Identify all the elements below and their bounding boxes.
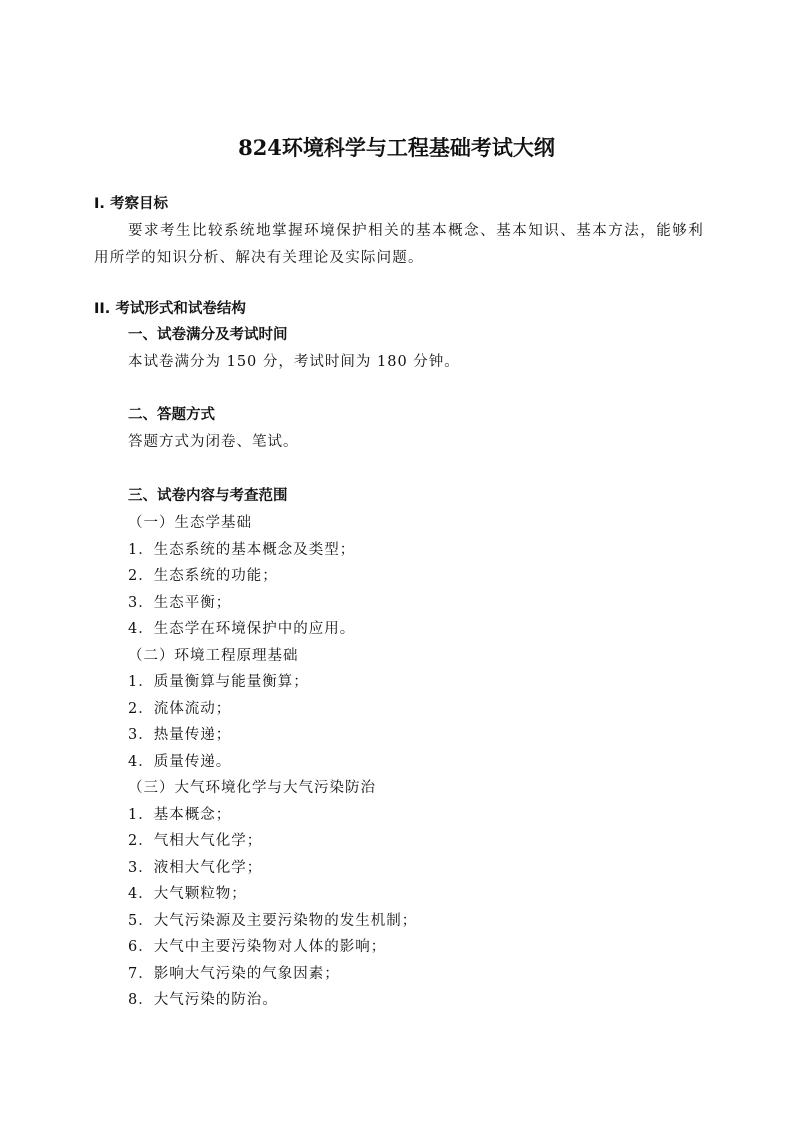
- subsection-2-heading: 二、答题方式: [128, 407, 215, 423]
- list-group-heading: （二）环境工程原理基础: [128, 647, 299, 664]
- list-item: 5．大气污染源及主要污染物的发生机制；: [128, 912, 418, 929]
- list-item: 1．生态系统的基本概念及类型；: [128, 541, 356, 558]
- list-item: 4．大气颗粒物；: [128, 886, 247, 902]
- list-group-heading: （三）大气环境化学与大气污染防治: [128, 780, 376, 796]
- list-item: 8．大气污染的防治。: [128, 992, 278, 1008]
- document-title: 824环境科学与工程基础考试大纲: [238, 135, 555, 160]
- list-item: 1．质量衡算与能量衡算；: [128, 674, 309, 690]
- list-item: 2．气相大气化学；: [128, 833, 263, 849]
- list-item: 4．生态学在环境保护中的应用。: [128, 621, 356, 637]
- section-2-heading: II. 考试形式和试卷结构: [94, 301, 246, 317]
- list-item: 1．基本概念；: [128, 806, 232, 823]
- list-item: 3．生态平衡；: [128, 594, 232, 611]
- subsection-2-text: 答题方式为闭卷、笔试。: [128, 434, 299, 450]
- list-item: 4．质量传递。: [128, 753, 232, 770]
- list-item: 2．流体流动；: [128, 700, 232, 717]
- section-1-paragraph: 要求考生比较系统地掌握环境保护相关的基本概念、基本知识、基本方法，能够利用所学的知识分析、解决有关理论及实际问题。: [94, 223, 704, 266]
- list-group-heading: （一）生态学基础: [128, 515, 252, 531]
- list-item: 2．生态系统的功能；: [128, 568, 278, 584]
- list-item: 7．影响大气污染的气象因素；: [128, 965, 340, 982]
- subsection-1-heading: 一、试卷满分及考试时间: [128, 327, 288, 343]
- list-item: 3．液相大气化学；: [128, 859, 263, 876]
- content-list: [128, 510, 417, 1014]
- subsection-3-heading: 三、试卷内容与考查范围: [128, 488, 288, 504]
- section-1-heading: I. 考察目标: [94, 196, 168, 212]
- list-item: 3．热量传递；: [128, 727, 232, 743]
- list-item: 6．大气中主要污染物对人体的影响；: [128, 939, 387, 955]
- subsection-1-text: 本试卷满分为 150 分，考试时间为 180 分钟。: [128, 354, 460, 370]
